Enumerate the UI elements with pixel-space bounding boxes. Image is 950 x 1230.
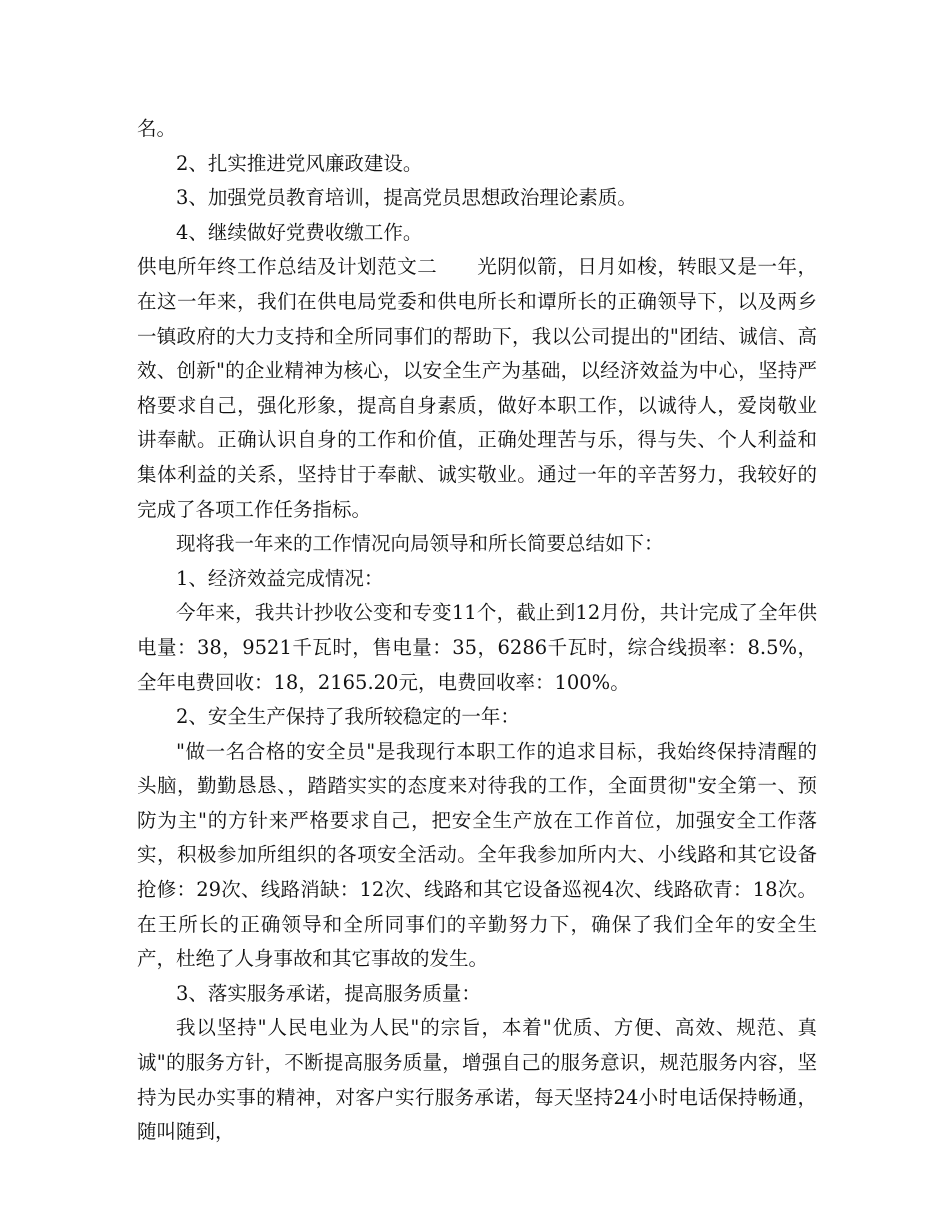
paragraph-continuation: 名。: [137, 117, 177, 140]
paragraph-item-3: 3、加强党员教育培训，提高党员思想政治理论素质。: [176, 186, 637, 210]
document-page: [137, 112, 817, 1150]
paragraph-safety-body: "做一名合格的安全员"是我现行本职工作的追求目标，我始终保持清醒的头脑，勤勤恳恳、，踏踏实实的态度来对待我的工作，全面贯彻"安全第一、预防为主"的方针来严格要求自己，把安全生产放在工作首位，加强安全工作落实，积极参加所组织的各项安全活动。全年我参加所内大、小线路和其它设备抢修：29次、线路消缺：12次、线路和其它设备巡视4次、线路砍青：18次。在王所长的正确领导和全所同事们的辛勤努力下，确保了我们全年的安全生产，杜绝了人身事故和其它事故的发生。: [137, 739, 817, 971]
paragraph-item-2: 2、扎实推进党风廉政建设。: [176, 151, 423, 175]
paragraph-service-body: 我以坚持"人民电业为人民"的宗旨，本着"优质、方便、高效、规范、真诚"的服务方针，不断提高服务质量，增强自己的服务意识，规范服务内容，坚持为民办实事的精神，对客户实行服务承诺，每天坚持24小时电话保持畅通，随叫随到，: [137, 1016, 817, 1144]
paragraph-heading-service: 3、落实服务承诺，提高服务质量：: [176, 981, 481, 1005]
paragraph-item-4: 4、继续做好党费收缴工作。: [176, 220, 423, 244]
paragraph-economic-body: 今年来，我共计抄收公变和专变11个，截止到12月份，共计完成了全年供电量：38，9521千瓦时，售电量：35，6286千瓦时，综合线损率：8.5%，全年电费回收：18，2165.20元，电费回收率：100%。: [137, 601, 817, 694]
paragraph-summary-lead: 现将我一年来的工作情况向局领导和所长简要总结如下：: [176, 532, 664, 556]
paragraph-heading-safety: 2、安全生产保持了我所较稳定的一年：: [176, 705, 520, 729]
paragraph-section-title-intro: 供电所年终工作总结及计划范文二 光阴似箭，日月如梭，转眼又是一年，在这一年来，我们在供电局党委和供电所长和谭所长的正确领导下，以及两乡一镇政府的大力支持和全所同事们的帮助下，我以公司提出的"团结、诚信、高效、创新"的企业精神为核心，以安全生产为基础，以经济效益为中心，坚持严格要求自己，强化形象，提高自身素质，做好本职工作，以诚待人，爱岗敬业讲奉献。正确认识自身的工作和价值，正确处理苦与乐，得与失、个人利益和集体利益的关系，坚持甘于奉献、诚实敬业。通过一年的辛苦努力，我较好的完成了各项工作任务指标。: [137, 255, 817, 521]
paragraph-heading-economic: 1、经济效益完成情况：: [176, 566, 384, 590]
